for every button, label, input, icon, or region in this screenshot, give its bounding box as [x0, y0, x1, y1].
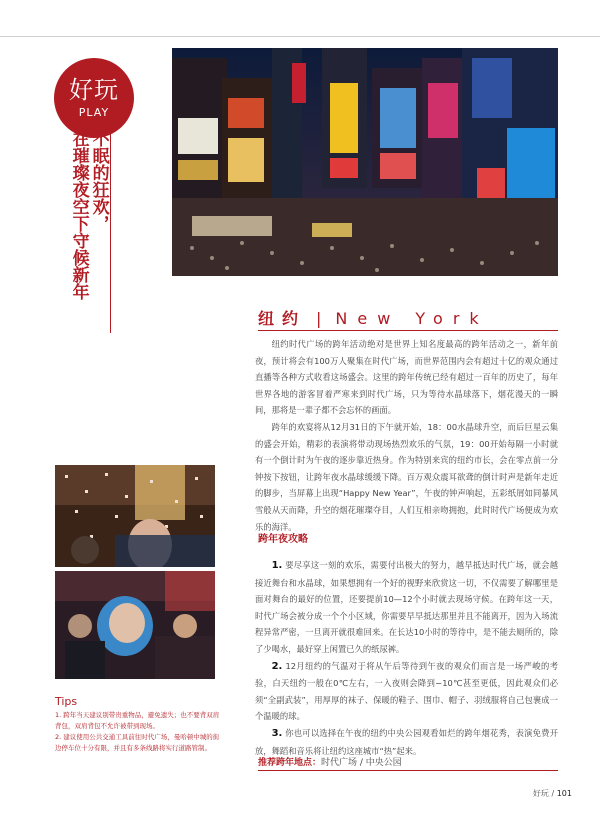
headline-rule [110, 133, 111, 333]
strategy-item-number: 2. [271, 660, 283, 672]
strategy-text [255, 557, 558, 759]
tip-item: 1. 跨年当天建议别带贵重物品，避免遗失；也不要背双肩背包，双肩背包不允许被带到现场。 [55, 711, 220, 730]
city-title [258, 306, 489, 329]
intro-text [255, 336, 558, 535]
tips-list [55, 710, 225, 754]
badge-label-cn: 好玩 [69, 76, 119, 104]
strategy-item-number: 1. [271, 560, 283, 571]
intro-paragraph: 纽约时代广场的跨年活动绝对是世界上知名度最高的跨年活动之一，新年前夜，预计将会有100万人聚集在时代广场，而世界范围内会有超过十亿的观众通过直播等各种方式收看这场盛会。这里的跨年传统已经有超过一百年的历史了，每年世界各地的游客冒着严寒来到时代广场，只为等待水晶球落下，烟花漫天的一瞬间，那将是一辈子都不会忘怀的画面。 [255, 339, 558, 416]
strategy-item-text: 要尽享这一刻的欢乐，需要付出极大的努力，越早抵达时代广场，就会越接近舞台和水晶球，如果想拥有一个好的视野来欣赏这一切，不仅需要了解哪里是面对舞台的最好的位置，还要提前10—12个小时就去现场守候。在跨年这一天，时代广场会被分成一个个小区域，你需要早早抵达那里并且不能离开，因为入场流程异常严密，一旦离开就很难回来。在长达10小时的等待中，是不能去厕所的，除了少喝水，最好穿上闲置已久的纸尿裤。 [255, 560, 558, 654]
tips-title: Tips [55, 695, 78, 708]
strategy-item-text: 你也可以选择在午夜的纽约中央公园观看如烂的跨年烟花秀，表演免费开放，舞蹈和音乐将让纽约这座城市“热”起来。 [255, 727, 558, 756]
badge-label-en: PLAY [78, 106, 110, 119]
title-rule [258, 330, 558, 331]
page-number: 101 [556, 789, 572, 798]
strategy-heading: 跨年夜攻略 [258, 534, 308, 545]
headline-line-1: 不眠的狂欢， [88, 130, 109, 232]
top-rule [0, 36, 600, 37]
times-square-night-photo [172, 48, 558, 276]
section-badge [54, 58, 134, 138]
recommended-value: 时代广场 / 中央公园 [321, 758, 402, 768]
tip-item: 2. 建议使用公共交通工具前往时代广场，曼哈顿中城的街边停车位十分有限，并且有多条线路将实行道路管制。 [55, 733, 220, 752]
city-title-separator: | [316, 309, 326, 328]
strategy-item-number: 3. [271, 727, 283, 739]
recommended-rule [258, 770, 558, 771]
city-title-en: New York [335, 309, 489, 328]
headline-line-2: 在璀璨夜空下守候新年 [68, 130, 89, 300]
strategy-item [255, 557, 558, 658]
page-footer [533, 788, 572, 799]
crowd-celebration-photo [55, 571, 215, 679]
recommended-label: 推荐跨年地点： [258, 758, 322, 768]
recommended-locations [258, 755, 402, 768]
footer-separator: / [551, 789, 555, 798]
intro-paragraph: 跨年的欢宴将从12月31日的下午就开始，18：00水晶球升空，而后巨星云集的盛会开始，精彩的表演将带动现场热烈欢乐的气氛，19：00开始每隔一小时就有一个倒计时为午夜的逐步靠近热身。作为特别来宾的纽约市长，会在零点前一分钟按下按钮，让跨年夜水晶球缓缓下降。百万观众震耳欲聋的倒计时声是新年走近的脚步，当屏幕上出现“Happy New Year”，午夜的钟声响起，五彩纸屑如同暴风雪般从天而降，升空的烟花璀璨夺目，人们互相亲吻拥抱，此时时代广场便成为欢乐的海洋。 [255, 421, 558, 532]
footer-section: 好玩 [532, 789, 549, 798]
strategy-item [255, 725, 558, 759]
confetti-crowd-photo [55, 465, 215, 567]
strategy-item [255, 658, 558, 725]
strategy-item-text: 12月纽约的气温对于将从午后等待到午夜的观众们而言是一场严峻的考验，白天纽约一般在0℃左右，一入夜则会降到−10℃甚至更低，因此观众们必须“全副武装”，用厚厚的袜子、保暖的鞋子、围巾、帽子、羽绒服将自己包裹成一个温暖的球。 [255, 660, 558, 722]
city-title-cn: 纽约 [258, 309, 307, 328]
